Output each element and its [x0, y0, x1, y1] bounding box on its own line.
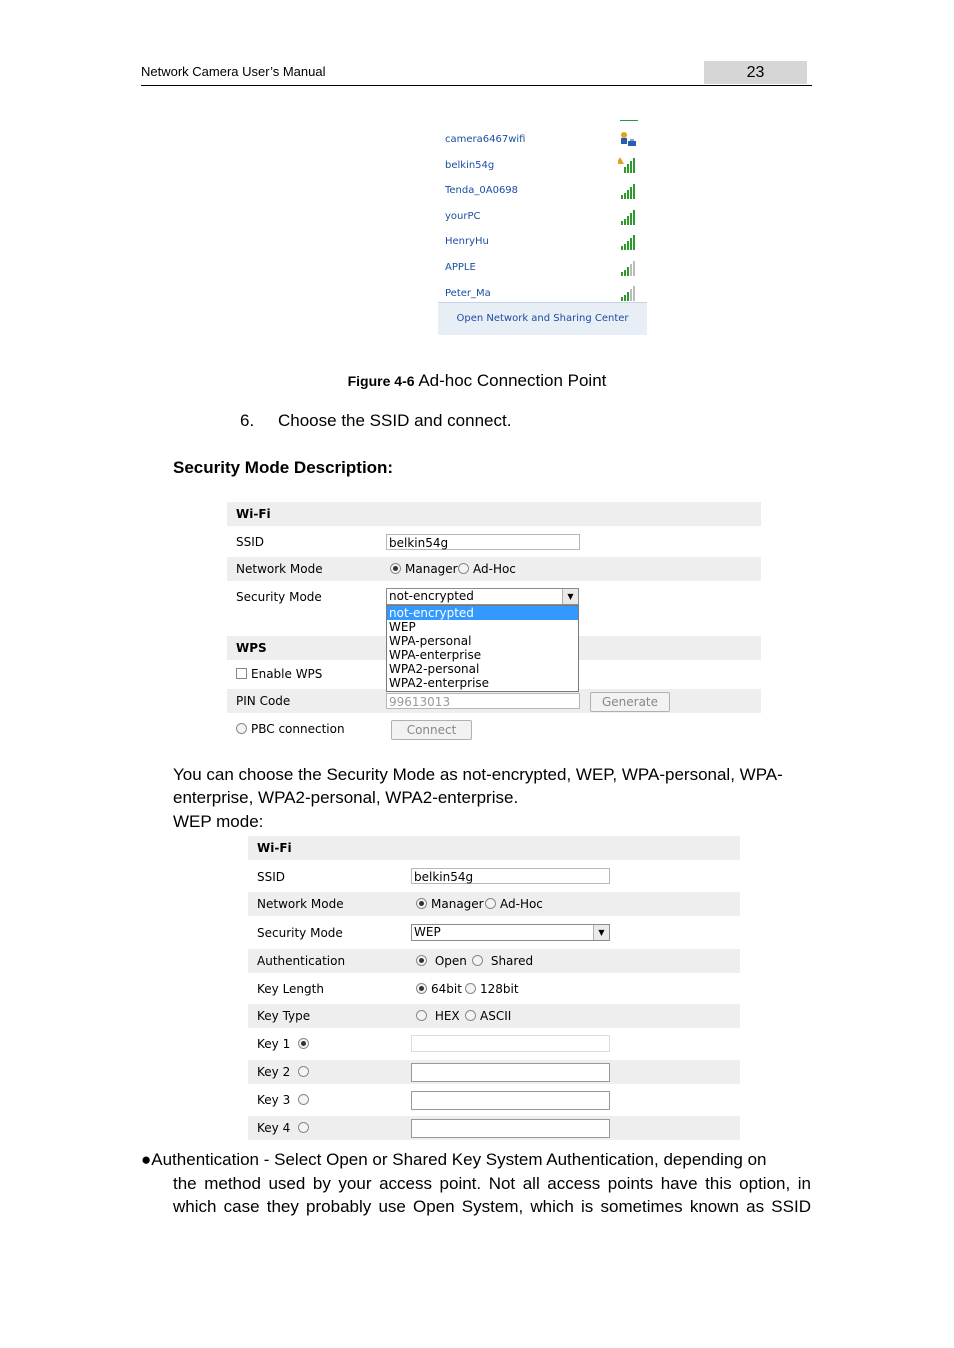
- signal-warning-icon: [618, 157, 638, 173]
- key2-radio[interactable]: [298, 1066, 309, 1077]
- wifi-item-henryhu[interactable]: HenryHu: [445, 236, 489, 247]
- key4-radio[interactable]: [298, 1122, 309, 1133]
- adhoc-option[interactable]: [485, 892, 543, 916]
- ssid-input[interactable]: belkin54g: [386, 534, 580, 550]
- ssid-row: [248, 865, 740, 889]
- chevron-down-icon[interactable]: ▼: [593, 925, 609, 940]
- page-number: 23: [704, 61, 807, 84]
- bullet-line-1: ●Authentication - Select Open or Shared Key System Authentication, depending on: [141, 1150, 767, 1169]
- option-wpa2-personal[interactable]: WPA2-personal: [389, 662, 480, 676]
- authentication-bullet: [141, 1148, 811, 1219]
- key2-row: [248, 1060, 740, 1084]
- wifi-item-belkin54g[interactable]: belkin54g: [445, 160, 495, 171]
- ssid-label: SSID: [257, 870, 286, 884]
- wifi-item-peter-ma[interactable]: Peter_Ma: [445, 288, 491, 299]
- pbc-row: [227, 717, 761, 741]
- wifi-header: Wi-Fi: [257, 841, 292, 855]
- key3-radio[interactable]: [298, 1094, 309, 1105]
- header-rule: [141, 85, 812, 86]
- manager-label: Manager: [405, 562, 458, 576]
- wifi-header: Wi-Fi: [236, 507, 271, 521]
- wifi-settings-form-1: [227, 502, 761, 742]
- ascii-label: ASCII: [480, 1009, 512, 1023]
- key1-text: Key 1: [257, 1037, 291, 1051]
- key2-input[interactable]: [411, 1063, 610, 1082]
- key4-text: Key 4: [257, 1121, 291, 1135]
- network-mode-label: Network Mode: [236, 562, 323, 576]
- enable-wps-checkbox[interactable]: [236, 668, 247, 679]
- pbc-option[interactable]: [236, 717, 345, 741]
- 128bit-option[interactable]: [465, 977, 519, 1001]
- step-6: [240, 411, 511, 431]
- security-mode-value: WEP: [414, 925, 441, 939]
- manager-label: Manager: [431, 897, 484, 911]
- 128bit-label: 128bit: [480, 982, 519, 996]
- wifi-header-row: [227, 502, 761, 526]
- wifi-item-apple[interactable]: APPLE: [445, 262, 476, 273]
- manager-radio[interactable]: [416, 898, 427, 909]
- signal-strength-icon: [618, 209, 638, 225]
- figure-label: Figure 4-6: [347, 373, 415, 389]
- ssid-input[interactable]: belkin54g: [411, 868, 610, 884]
- pin-code-input[interactable]: 99613013: [386, 693, 580, 709]
- security-mode-label: Security Mode: [257, 926, 343, 940]
- step-number: 6.: [240, 411, 255, 430]
- security-mode-value: not-encrypted: [389, 589, 474, 603]
- signal-strength-icon: [618, 183, 638, 199]
- signal-strength-icon: [618, 260, 638, 276]
- enable-wps-label: Enable WPS: [251, 667, 323, 681]
- open-label: Open: [434, 954, 467, 968]
- adhoc-radio[interactable]: [485, 898, 496, 909]
- key2-text: Key 2: [257, 1065, 291, 1079]
- key4-row: [248, 1116, 740, 1140]
- wifi-settings-form-wep: [248, 836, 740, 1141]
- 64bit-radio[interactable]: [416, 983, 427, 994]
- 128bit-radio[interactable]: [465, 983, 476, 994]
- 64bit-label: 64bit: [431, 982, 462, 996]
- key3-input[interactable]: [411, 1091, 610, 1110]
- option-wep[interactable]: WEP: [389, 620, 416, 634]
- key-length-row: [248, 977, 740, 1001]
- manual-title: Network Camera User’s Manual: [141, 64, 326, 79]
- signal-strength-icon: [618, 285, 638, 301]
- key3-row: [248, 1088, 740, 1112]
- paragraph-line-2: enterprise, WPA2-personal, WPA2-enterprise.: [173, 788, 519, 807]
- shared-label: Shared: [490, 954, 534, 968]
- open-option[interactable]: [416, 949, 467, 973]
- network-mode-row: [248, 892, 740, 916]
- wifi-item-tenda[interactable]: Tenda_0A0698: [445, 185, 519, 196]
- key1-row: [248, 1032, 740, 1056]
- key3-text: Key 3: [257, 1093, 291, 1107]
- paragraph-line-1: You can choose the Security Mode as not-encrypted, WEP, WPA-personal, WPA-: [173, 765, 783, 784]
- bullet-line-2: the method used by your access point. Not all access points have this option, in: [173, 1173, 811, 1193]
- shared-radio[interactable]: [472, 955, 483, 966]
- open-network-sharing-link[interactable]: Open Network and Sharing Center: [438, 302, 647, 335]
- chevron-down-icon[interactable]: ▼: [562, 589, 578, 604]
- pin-code-label: PIN Code: [236, 694, 291, 708]
- option-wpa-personal[interactable]: WPA-personal: [389, 634, 472, 648]
- pbc-radio[interactable]: [236, 723, 247, 734]
- ssid-label: SSID: [236, 535, 265, 549]
- open-radio[interactable]: [416, 955, 427, 966]
- option-wpa-enterprise[interactable]: WPA-enterprise: [389, 648, 482, 662]
- key1-input[interactable]: [411, 1035, 610, 1052]
- list-scroll-indicator: [620, 120, 638, 121]
- ascii-radio[interactable]: [465, 1010, 476, 1021]
- security-mode-dropdown: [386, 605, 579, 692]
- pbc-label: PBC connection: [251, 722, 345, 736]
- figure-caption: [0, 371, 954, 391]
- option-wpa2-enterprise[interactable]: WPA2-enterprise: [389, 676, 490, 690]
- key4-input[interactable]: [411, 1119, 610, 1138]
- security-mode-select[interactable]: [386, 588, 579, 605]
- wps-header: WPS: [236, 641, 267, 655]
- authentication-label: Authentication: [257, 954, 346, 968]
- network-mode-row: [227, 557, 761, 581]
- adhoc-label: Ad-Hoc: [473, 562, 516, 576]
- wifi-header-row: [248, 836, 740, 860]
- ssid-row: [227, 530, 761, 554]
- step-text: Choose the SSID and connect.: [278, 411, 512, 430]
- adhoc-label: Ad-Hoc: [500, 897, 543, 911]
- signal-strength-icon: [618, 234, 638, 250]
- key-type-row: [248, 1004, 740, 1028]
- key2-label: [257, 1060, 313, 1084]
- security-mode-label: Security Mode: [236, 590, 322, 604]
- key4-label: [257, 1116, 313, 1140]
- key1-radio[interactable]: [298, 1038, 309, 1049]
- key-type-label: Key Type: [257, 1009, 311, 1023]
- adhoc-option[interactable]: [458, 557, 516, 581]
- connect-button[interactable]: Connect: [391, 720, 472, 740]
- section-heading: Security Mode Description:: [173, 458, 394, 477]
- ascii-option[interactable]: [465, 1004, 511, 1028]
- figure-caption-text: Ad-hoc Connection Point: [418, 371, 607, 390]
- wifi-network-list: [438, 118, 647, 334]
- manager-option[interactable]: [416, 892, 484, 916]
- wifi-item-camera6467wifi[interactable]: camera6467wifi: [445, 134, 526, 145]
- adhoc-network-icon: [618, 131, 638, 147]
- hex-label: HEX: [434, 1009, 460, 1023]
- adhoc-radio[interactable]: [458, 563, 469, 574]
- manager-option[interactable]: [390, 557, 458, 581]
- wep-mode-heading: WEP mode:: [173, 812, 264, 831]
- security-mode-select[interactable]: [411, 924, 610, 941]
- manager-radio[interactable]: [390, 563, 401, 574]
- key3-label: [257, 1088, 313, 1112]
- hex-radio[interactable]: [416, 1010, 427, 1021]
- option-not-encrypted[interactable]: not-encrypted: [387, 606, 578, 620]
- pin-code-row: [227, 689, 761, 713]
- wifi-item-yourpc[interactable]: yourPC: [445, 211, 481, 222]
- enable-wps-option[interactable]: [236, 662, 322, 686]
- shared-option[interactable]: [472, 949, 533, 973]
- authentication-row: [248, 949, 740, 973]
- network-mode-label: Network Mode: [257, 897, 344, 911]
- generate-button[interactable]: Generate: [590, 692, 670, 712]
- key1-label: [257, 1032, 313, 1056]
- 64bit-option[interactable]: [416, 977, 462, 1001]
- security-mode-row: [248, 921, 740, 945]
- hex-option[interactable]: [416, 1004, 460, 1028]
- bullet-line-3: which case they probably use Open System, which is sometimes known as SSID: [173, 1197, 811, 1216]
- key-length-label: Key Length: [257, 982, 324, 996]
